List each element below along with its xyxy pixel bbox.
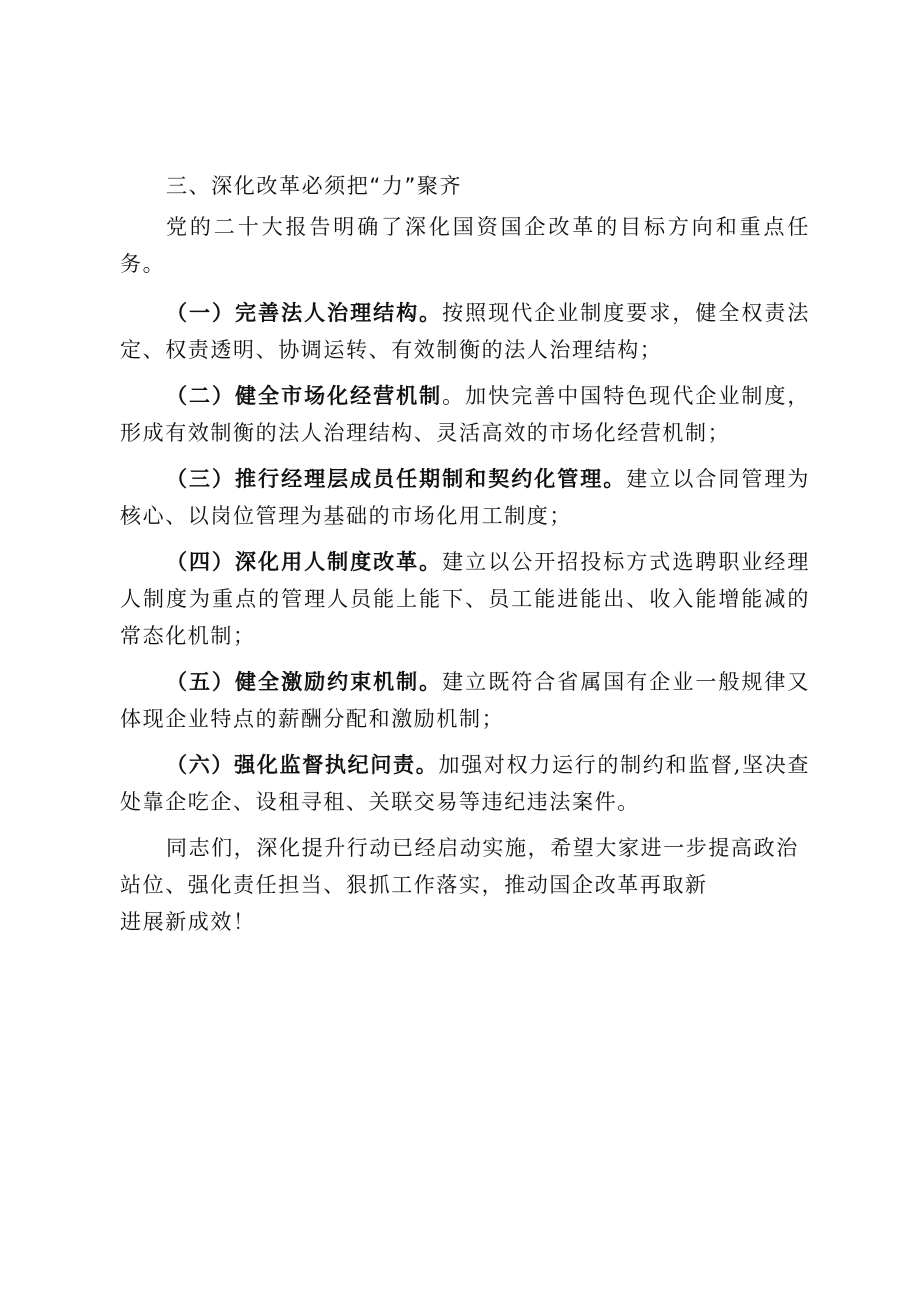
reform-item-4-body: 建立以公开招投标方式选聘职业经理人制度为重点的管理人员能上能下、员工能进能出、收入能增能减的常态化机制； (120, 550, 810, 648)
reform-item-3 (120, 461, 810, 535)
reform-item-1 (120, 295, 810, 369)
section-heading: 三、深化改革必须把“力”聚齐 (166, 174, 463, 198)
reform-item-3-body: 建立以合同管理为核心、以岗位管理为基础的市场化用工制度； (120, 467, 810, 528)
closing-line-2: 进展新成效！ (120, 910, 256, 934)
reform-item-6-body: 加强对权力运行的制约和监督,坚决查处靠企吃企、设租寻租、关联交易等违纪违法案件。 (120, 753, 810, 814)
reform-item-6-lead: （六）强化监督执纪问责。 (166, 753, 439, 777)
reform-item-1-body: 按照现代企业制度要求，健全权责法定、权责透明、协调运转、有效制衡的法人治理结构； (120, 301, 810, 362)
closing-line-1: 同志们，深化提升行动已经启动实施，希望大家进一步提高政治站位、强化责任担当、狠抓工作落实，推动国企改革再取新 (120, 836, 799, 897)
reform-item-2-lead: （二）健全市场化经营机制 (166, 384, 443, 408)
reform-item-3-lead: （三）推行经理层成员任期制和契约化管理。 (166, 467, 627, 491)
reform-item-4-lead: （四）深化用人制度改革。 (166, 550, 443, 574)
reform-item-5-lead: （五）健全激励约束机制。 (166, 670, 443, 694)
reform-item-5 (120, 664, 810, 738)
reform-item-4 (120, 544, 810, 655)
reform-item-5-body: 建立既符合省属国有企业一般规律又体现企业特点的薪酬分配和激励机制； (120, 670, 810, 731)
reform-item-2 (120, 378, 810, 452)
document-body (120, 168, 810, 941)
reform-item-6 (120, 747, 810, 821)
closing-paragraph (120, 830, 810, 941)
reform-item-2-body: 。加快完善中国特色现代企业制度，形成有效制衡的法人治理结构、灵活高效的市场化经营机制； (120, 384, 810, 445)
reform-item-1-lead: （一）完善法人治理结构。 (166, 301, 443, 325)
intro-paragraph: 党的二十大报告明确了深化国资国企改革的目标方向和重点任务。 (120, 215, 810, 276)
